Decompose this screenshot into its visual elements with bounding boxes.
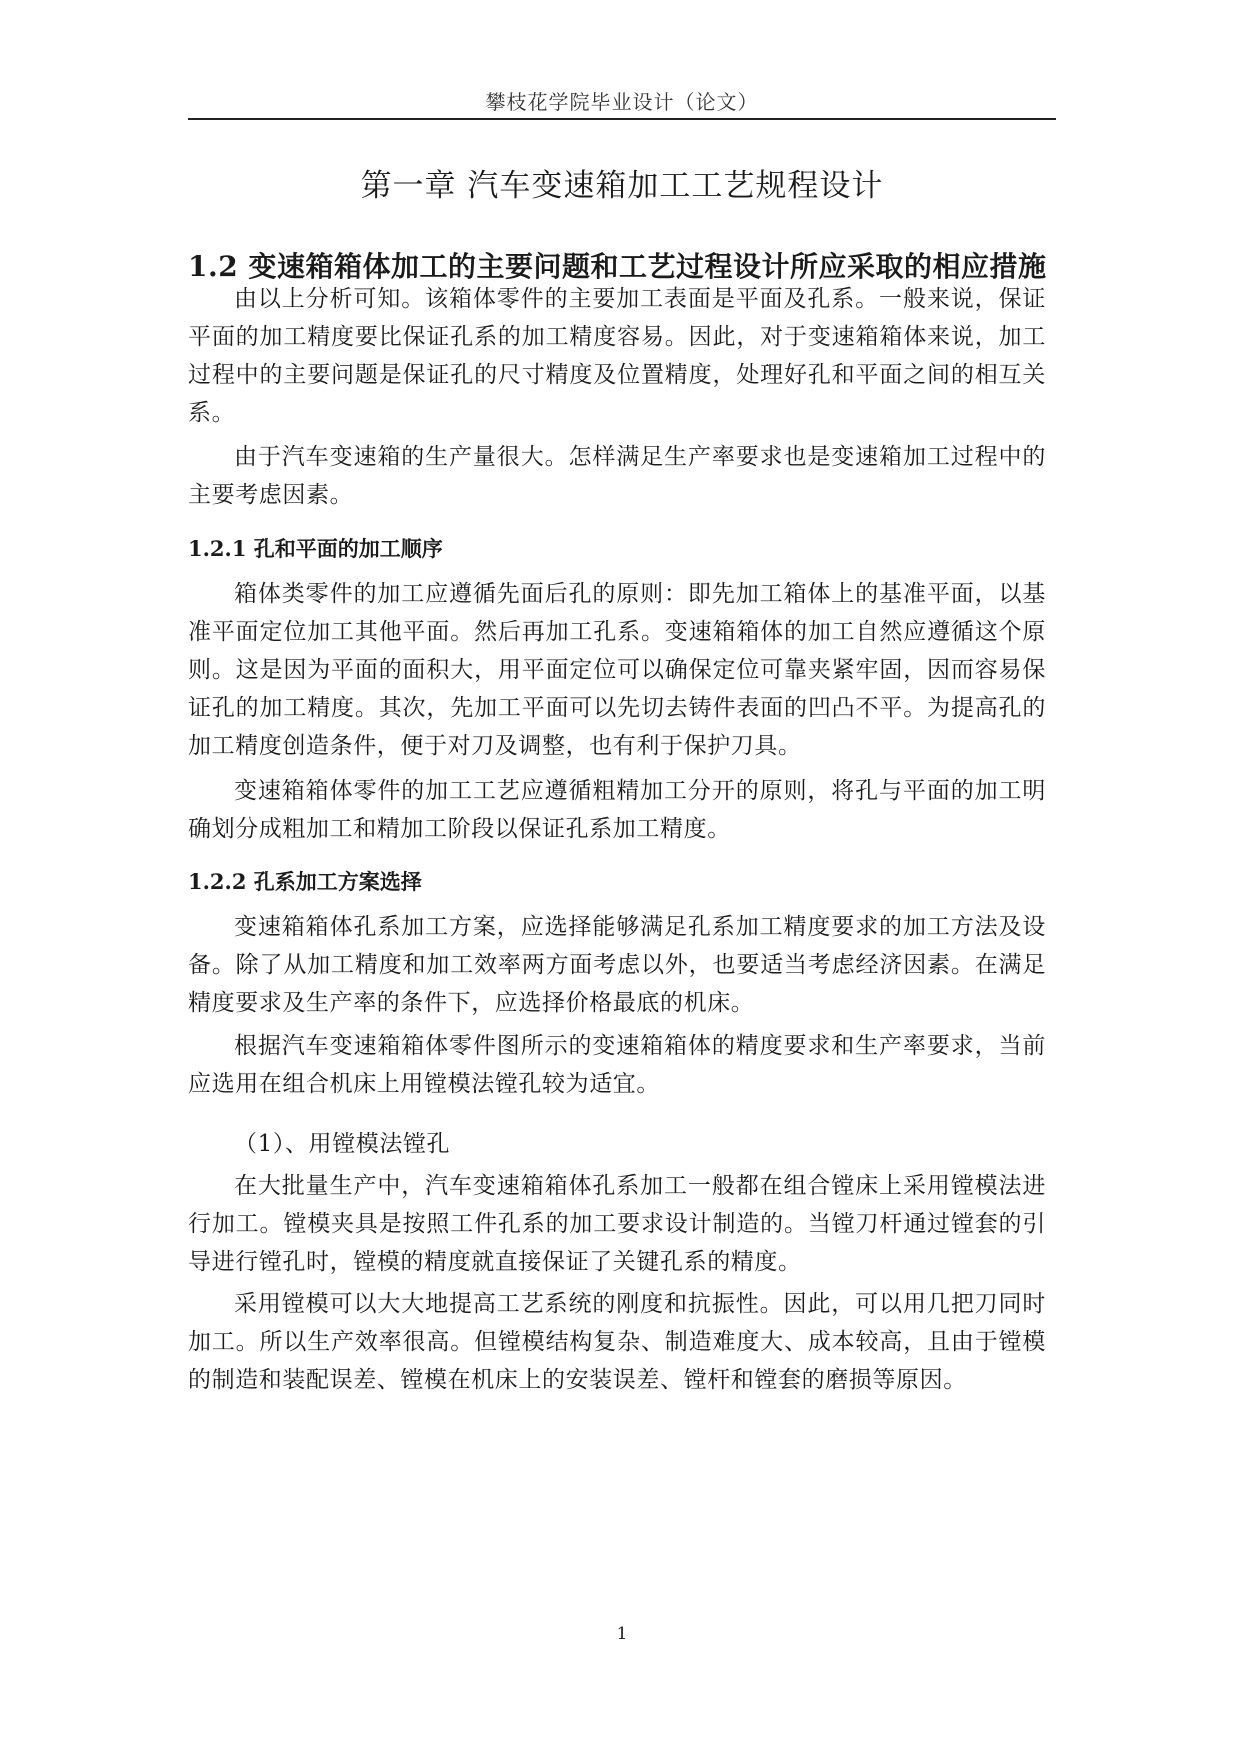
paragraph-3: 箱体类零件的加工应遵循先面后孔的原则：即先加工箱体上的基准平面，以基准平面定位加工其他平面。然后再加工孔系。变速箱箱体的加工自然应遵循这个原则。这是因为平面的面积大，用平面定位可以确保定位可靠夹紧牢固，因而容易保证孔的加工精度。其次，先加工平面可以先切去铸件表面的凹凸不平。为提高孔的加工精度创造条件，便于对刀及调整，也有利于保护刀具。 [188, 581, 1046, 759]
paragraph-1: 由以上分析可知。该箱体零件的主要加工表面是平面及孔系。一般来说，保证平面的加工精度要比保证孔系的加工精度容易。因此，对于变速箱箱体来说，加工过程中的主要问题是保证孔的尺寸精度及位置精度，处理好孔和平面之间的相互关系。 [188, 286, 1046, 426]
paragraph-6: 根据汽车变速箱箱体零件图所示的变速箱箱体的精度要求和生产率要求，当前应选用在组合机床上用镗模法镗孔较为适宜。 [188, 1033, 1046, 1097]
subsection-title-1-2-2: 1.2.2 孔系加工方案选择 [188, 869, 422, 894]
page-number: 1 [616, 1624, 628, 1644]
paragraph-5: 变速箱箱体孔系加工方案，应选择能够满足孔系加工精度要求的加工方法及设备。除了从加工精度和加工效率两方面考虑以外，也要适当考虑经济因素。在满足精度要求及生产率的条件下，应选择价格最底的机床。 [188, 914, 1046, 1016]
subsection-title-1-2-1: 1.2.1 孔和平面的加工顺序 [188, 536, 443, 561]
running-header: 攀枝花学院毕业设计（论文） [485, 90, 759, 114]
paragraph-2: 由于汽车变速箱的生产量很大。怎样满足生产率要求也是变速箱加工过程中的主要考虑因素。 [188, 444, 1046, 508]
section-title: 1.2 变速箱箱体加工的主要问题和工艺过程设计所应采取的相应措施 [188, 250, 1047, 283]
paragraph-8: 采用镗模可以大大地提高工艺系统的刚度和抗振性。因此，可以用几把刀同时加工。所以生产效率很高。但镗模结构复杂、制造难度大、成本较高，且由于镗模的制造和装配误差、镗模在机床上的安装误差、镗杆和镗套的磨损等原因。 [188, 1291, 1046, 1393]
list-item-1: （1）、用镗模法镗孔 [234, 1131, 451, 1157]
paragraph-7: 在大批量生产中，汽车变速箱箱体孔系加工一般都在组合镗床上采用镗模法进行加工。镗模夹具是按照工件孔系的加工要求设计制造的。当镗刀杆通过镗套的引导进行镗孔时，镗模的精度就直接保证了关键孔系的精度。 [188, 1173, 1046, 1275]
chapter-title: 第一章 汽车变速箱加工工艺规程设计 [360, 168, 884, 204]
paragraph-4: 变速箱箱体零件的加工工艺应遵循粗精加工分开的原则，将孔与平面的加工明确划分成粗加工和精加工阶段以保证孔系加工精度。 [188, 778, 1046, 842]
header-rule [188, 118, 1056, 120]
